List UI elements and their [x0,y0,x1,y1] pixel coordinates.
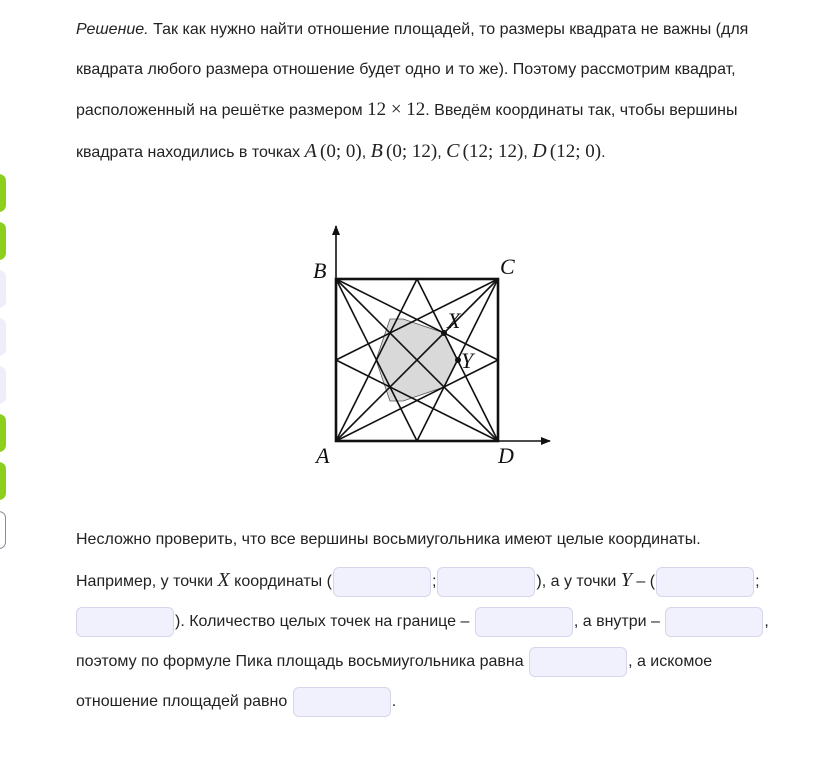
task-line-4: поэтому по формуле Пика площадь восьмиугольника равна , а искомое [76,642,776,682]
label-d: D [498,443,514,468]
answer-y-ordinate[interactable] [76,607,174,637]
label-b: B [313,258,327,283]
solution-paragraph [76,10,776,173]
label-a: A [316,443,330,468]
task-line-5: отношение площадей равно . [76,682,776,722]
grid-size: 12 × 12 [367,99,426,120]
solution-line-4: квадрата находились в точках A (0; 0), B (0; 12), C (12; 12), D (12; 0). [76,140,606,162]
solution-label: Решение. [76,21,149,38]
task-tab-6[interactable] [0,414,6,452]
label-x: X [447,308,461,333]
task-tab-3[interactable] [0,270,6,308]
answer-octagon-area[interactable] [529,647,627,677]
task-line-1: Несложно проверить, что все вершины восьмиугольника имеют целые координаты. [76,531,701,548]
task-tab-2[interactable] [0,222,6,260]
label-y: Y [461,348,474,373]
task-line-2: Например, у точки X координаты ( ; ), а у точки Y – ( ; [76,560,776,602]
task-tab-8[interactable] [0,511,6,549]
answer-x-abscissa[interactable] [333,567,431,597]
answer-interior-points[interactable] [665,607,763,637]
answer-area-ratio[interactable] [293,687,391,717]
solution-line-3: расположенный на решётке размером 12 × 12. Введём координаты так, чтобы вершины [76,99,738,120]
solution-line-2: квадрата любого размера отношение будет одно и то же). Поэтому рассмотрим квадрат, [76,61,736,78]
label-c: C [500,254,515,279]
task-tab-1[interactable] [0,174,6,212]
task-line-3: ). Количество целых точек на границе – , а внутри – , [76,602,776,642]
answer-y-abscissa[interactable] [656,567,754,597]
square-figure [300,218,560,478]
answer-boundary-points[interactable] [475,607,573,637]
task-tab-7[interactable] [0,462,6,500]
task-tab-4[interactable] [0,318,6,356]
task-paragraph [76,520,776,722]
task-tab-5[interactable] [0,366,6,404]
answer-x-ordinate[interactable] [437,567,535,597]
solution-line-1: Решение. Так как нужно найти отношение площадей, то размеры квадрата не важны (для [76,21,749,38]
